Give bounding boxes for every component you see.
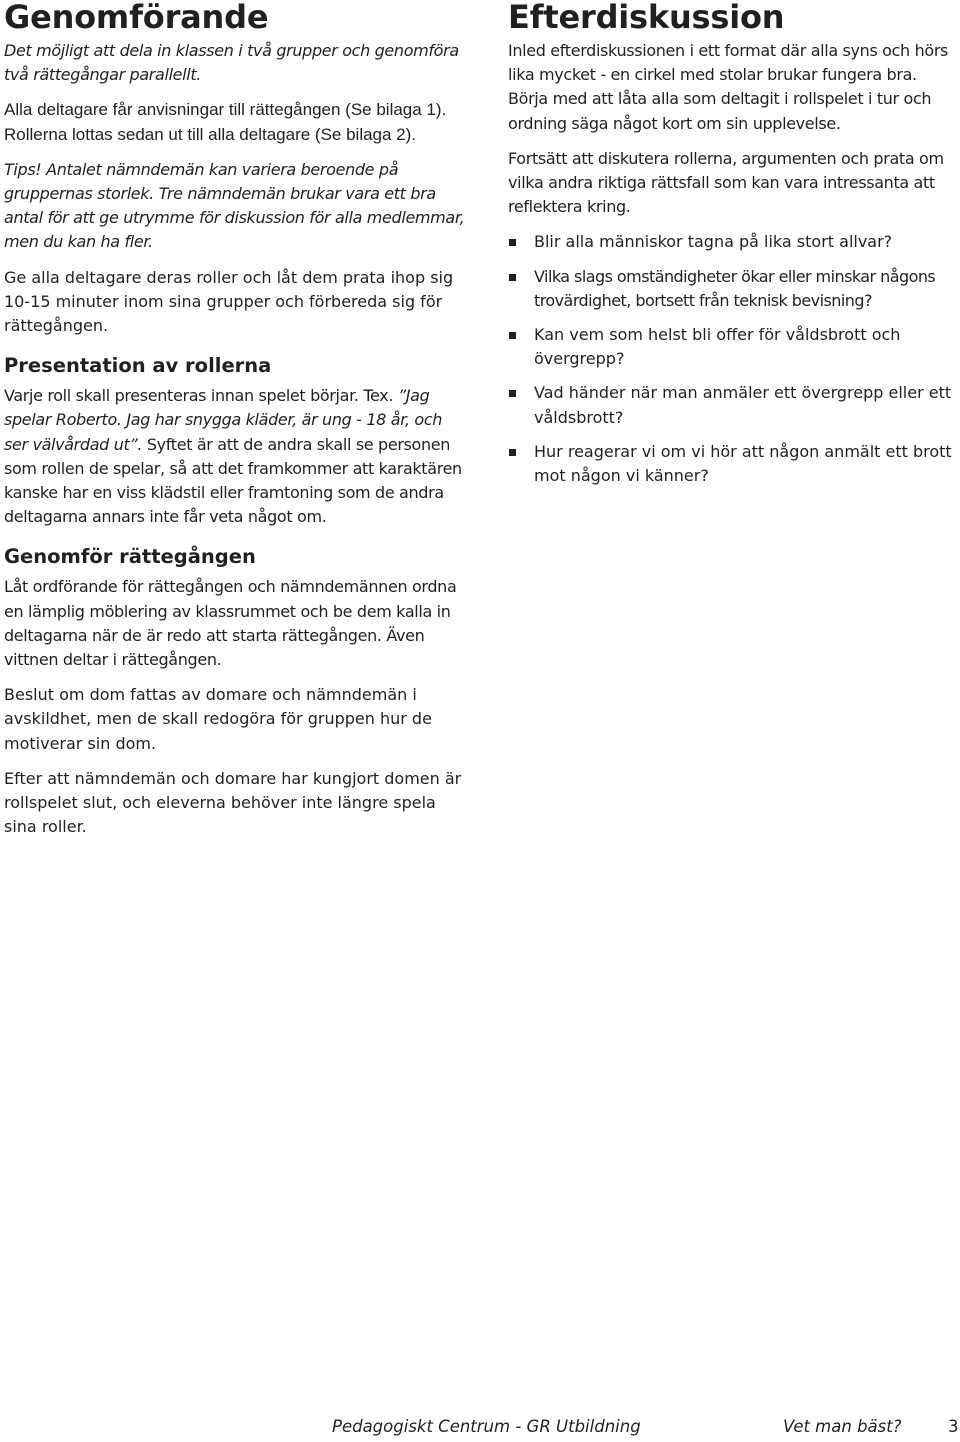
list-item: Kan vem som helst bli offer för våldsbrott och övergrepp? bbox=[508, 323, 956, 371]
presentation-quote: ”Jag spelar Roberto. Jag har snygga kläder, är ung - 18 år, och ser välvårdad ut”. bbox=[4, 386, 443, 454]
page-footer bbox=[0, 1414, 960, 1440]
footer-organization: Pedagogiskt Centrum - GR Utbildning bbox=[332, 1417, 641, 1436]
roles-paragraph: Ge alla deltagare deras roller och låt dem prata ihop sig 10-15 minuter inom sina grupper och förbereda sig för rättegången. bbox=[4, 267, 454, 336]
verdict-paragraph: Beslut om dom fattas av domare och nämndemän i avskildhet, men de skall redogöra för gruppen hur de motiverar sin dom. bbox=[4, 685, 432, 753]
right-column bbox=[508, 0, 956, 498]
presentation-rest-text: Syftet är att de andra skall se personen som rollen de spelar, så att det framkommer att karaktären kanske har en viss klädstil eller framtoning som de andra deltagarna annars inte får veta något om. bbox=[4, 434, 462, 527]
square-bullet-icon bbox=[509, 332, 516, 339]
instructions-paragraph: Alla deltagare får anvisningar till rättegången (Se bilaga 1). Rollerna lottas sedan ut till alla deltagare (Se bilaga 2). bbox=[4, 100, 447, 144]
list-item: Blir alla människor tagna på lika stort allvar? bbox=[508, 230, 956, 254]
discussion-questions-list bbox=[508, 230, 956, 488]
square-bullet-icon bbox=[509, 274, 516, 281]
left-column bbox=[4, 0, 466, 850]
intro-italic-text: Det möjligt att dela in klassen i två grupper och genomföra två rättegångar parallellt. bbox=[4, 41, 459, 85]
list-item: Hur reagerar vi om vi hör att någon anmält ett brott mot någon vi känner? bbox=[508, 440, 956, 488]
list-item: Vad händer när man anmäler ett övergrepp eller ett våldsbrott? bbox=[508, 381, 956, 429]
courtroom-paragraph: Låt ordförande för rättegången och nämndemännen ordna en lämplig möblering av klassrummet och be dem kalla in deltagarna när de är redo att starta rättegången. Även vittnen deltar i rättegången. bbox=[4, 577, 457, 670]
presentation-paragraph bbox=[4, 384, 466, 529]
heading-presentation: Presentation av rollerna bbox=[4, 354, 272, 378]
tips-paragraph: Tips! Antalet nämndemän kan variera beroende på gruppernas storlek. Tre nämndemän brukar vara ett bra antal för att ge utrymme för diskussion för alla medlemmar, men du kan ha fler. bbox=[4, 159, 465, 252]
square-bullet-icon bbox=[509, 239, 516, 246]
section-title-efterdiskussion: Efterdiskussion bbox=[508, 0, 785, 36]
heading-genomfor: Genomför rättegången bbox=[4, 545, 256, 569]
page-number: 3 bbox=[948, 1417, 959, 1436]
section-title-genomforande: Genomförande bbox=[4, 0, 269, 36]
presentation-intro-text: Varje roll skall presenteras innan spelet börjar. Tex. bbox=[4, 386, 394, 406]
footer-document-title: Vet man bäst? bbox=[783, 1417, 902, 1436]
square-bullet-icon bbox=[509, 449, 516, 456]
discussion-continue-paragraph: Fortsätt att diskutera rollerna, argumenten och prata om vilka andra riktiga rättsfall som kan vara intressanta att reflektera kring. bbox=[508, 148, 944, 217]
ending-paragraph: Efter att nämndemän och domare har kungjort domen är rollspelet slut, och eleverna behöver inte längre spela sina roller. bbox=[4, 768, 462, 837]
discussion-intro-paragraph: Inled efterdiskussionen i ett format där alla syns och hörs lika mycket - en cirkel med stolar brukar fungera bra. Börja med att låta alla som deltagit i rollspelet i tur och ordning säga något kort om sin upplevelse. bbox=[508, 41, 949, 133]
square-bullet-icon bbox=[509, 390, 516, 397]
list-item: Vilka slags omständigheter ökar eller minskar någons trovärdighet, bortsett från teknisk bevisning? bbox=[508, 265, 956, 313]
